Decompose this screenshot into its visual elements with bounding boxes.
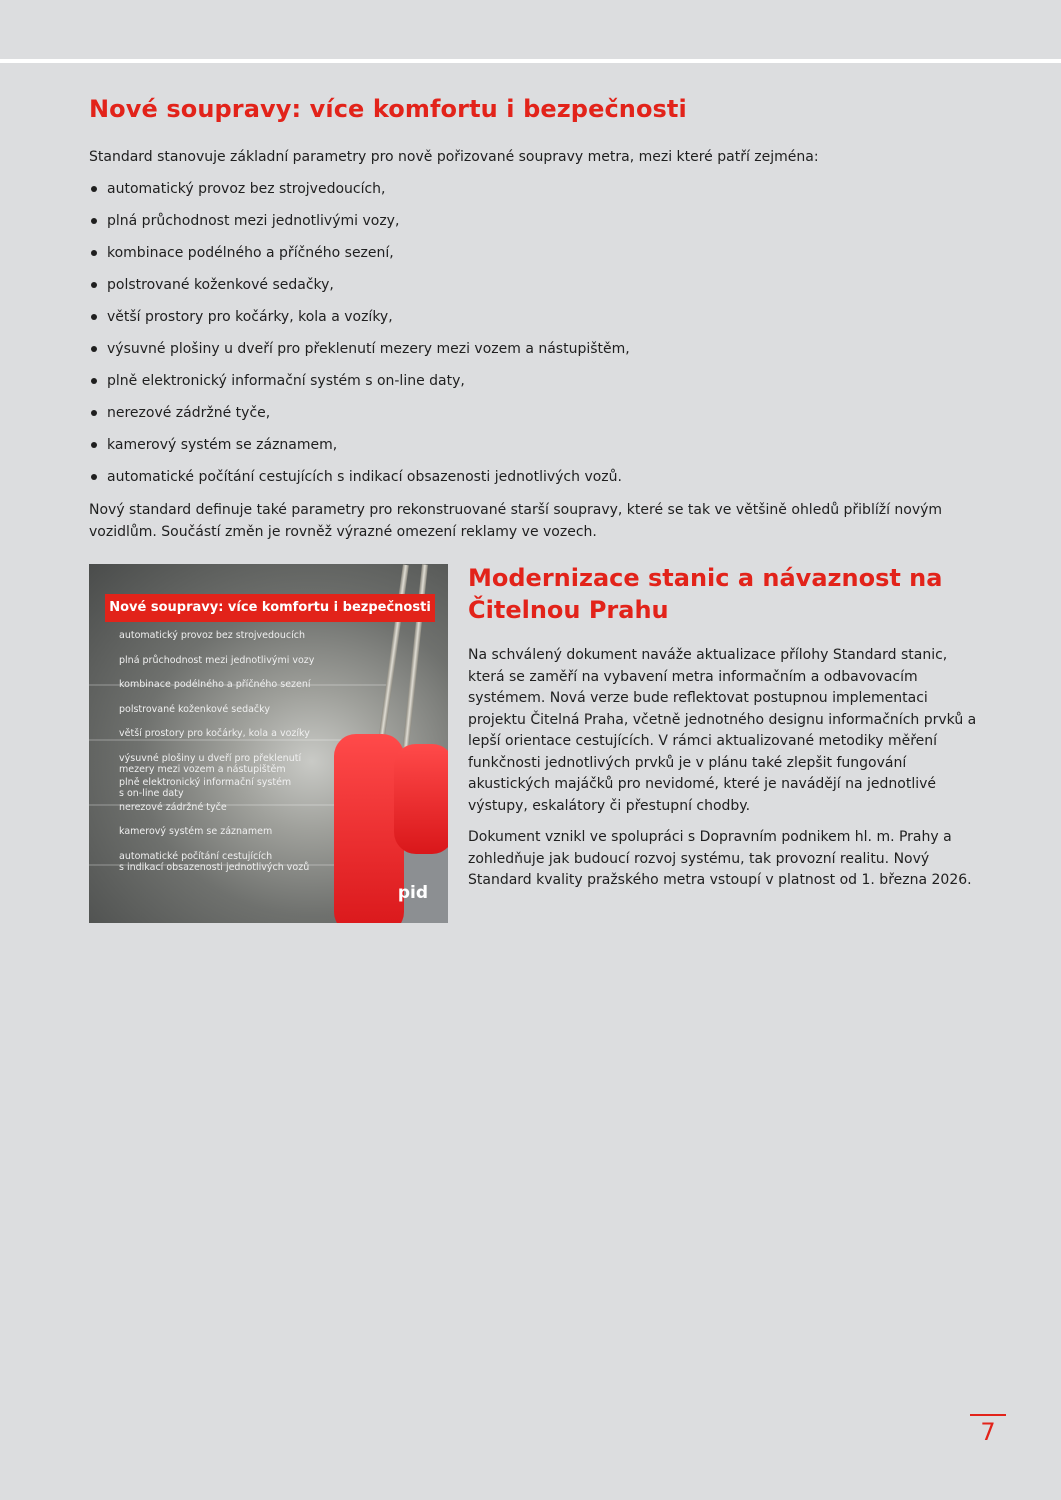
list-item: plně elektronický informační systém s on-line daty,	[89, 371, 630, 403]
image-list-item: plná průchodnost mezi jednotlivými vozy	[119, 654, 315, 666]
top-divider	[0, 59, 1061, 63]
section-paragraph: Dokument vznikl ve spolupráci s Dopravním podnikem hl. m. Prahy a zohledňuje jak budoucí rozvoj systému, tak provozní realitu. Nový Standard kvality pražského metra vstoupí v platnost od 1. března 2026.	[468, 829, 972, 888]
image-banner: Nové soupravy: více komfortu i bezpečnosti	[105, 594, 435, 622]
image-list-item: kamerový systém se záznamem	[119, 826, 273, 837]
red-seat	[394, 744, 448, 854]
pid-logo: pid	[397, 883, 428, 903]
image-list-item: kombinace podélného a příčného sezení	[119, 679, 311, 690]
list-item: kombinace podélného a příčného sezení,	[89, 243, 630, 275]
image-list-item: automatické počítání cestujících s indikací obsazenosti jednotlivých vozů	[119, 850, 310, 873]
train-interior-image	[89, 564, 448, 923]
image-list-item: větší prostory pro kočárky, kola a vozíky	[119, 728, 310, 739]
list-item: polstrované koženkové sedačky,	[89, 275, 630, 307]
section-intro: Standard stanovuje základní parametry pro nově pořizované soupravy metra, mezi které patří zejména:	[89, 149, 819, 165]
list-item: kamerový systém se záznamem,	[89, 435, 630, 467]
feature-list	[89, 179, 630, 499]
image-list-item: polstrované koženkové sedačky	[119, 703, 270, 715]
list-item: nerezové zádržné tyče,	[89, 403, 630, 435]
section-paragraph: Na schválený dokument naváže aktualizace přílohy Standard stanic, která se zaměří na vybavení metra informačním a odbavovacím systémem. Nová verze bude reflektovat postupnou implementaci projektu Čitelná Praha, včetně jednotného designu informačních prvků a lepší orientace cestujících. V rámci aktualizované metodiky měření funkčnosti jednotlivých prvků je v plánu také zlepšit fungování akustických majáčků pro nevidomé, které je navádějí na jednotlivé výstupy, eskalátory či přestupní chodby.	[468, 647, 977, 814]
list-item: automatické počítání cestujících s indikací obsazenosti jednotlivých vozů.	[89, 467, 630, 499]
section-title-new-trains: Nové soupravy: více komfortu i bezpečnosti	[89, 95, 687, 123]
section-outro: Nový standard definuje také parametry pro rekonstruované starší soupravy, které se tak ve většině ohledů přiblíží novým vozidlům. Součástí změn je rovněž výrazné omezení reklamy ve vozech.	[89, 502, 943, 540]
section-title-stations: Modernizace stanic a návaznost na Čitelnou Prahu	[468, 564, 943, 624]
page-number: 7	[980, 1418, 996, 1446]
image-list-item: nerezové zádržné tyče	[119, 801, 227, 813]
page-number-rule	[970, 1414, 1006, 1416]
list-item: výsuvné plošiny u dveří pro překlenutí mezery mezi vozem a nástupištěm,	[89, 339, 630, 371]
list-item: větší prostory pro kočárky, kola a vozíky,	[89, 307, 630, 339]
image-feature-list	[119, 630, 339, 875]
image-list-item: automatický provoz bez strojvedoucích	[119, 630, 305, 641]
image-list-item: výsuvné plošiny u dveří pro překlenutí mezery mezi vozem a nástupištěm	[119, 752, 302, 775]
image-list-item: plně elektronický informační systém s on-line daty	[119, 777, 292, 799]
list-item: automatický provoz bez strojvedoucích,	[89, 179, 630, 211]
list-item: plná průchodnost mezi jednotlivými vozy,	[89, 211, 630, 243]
